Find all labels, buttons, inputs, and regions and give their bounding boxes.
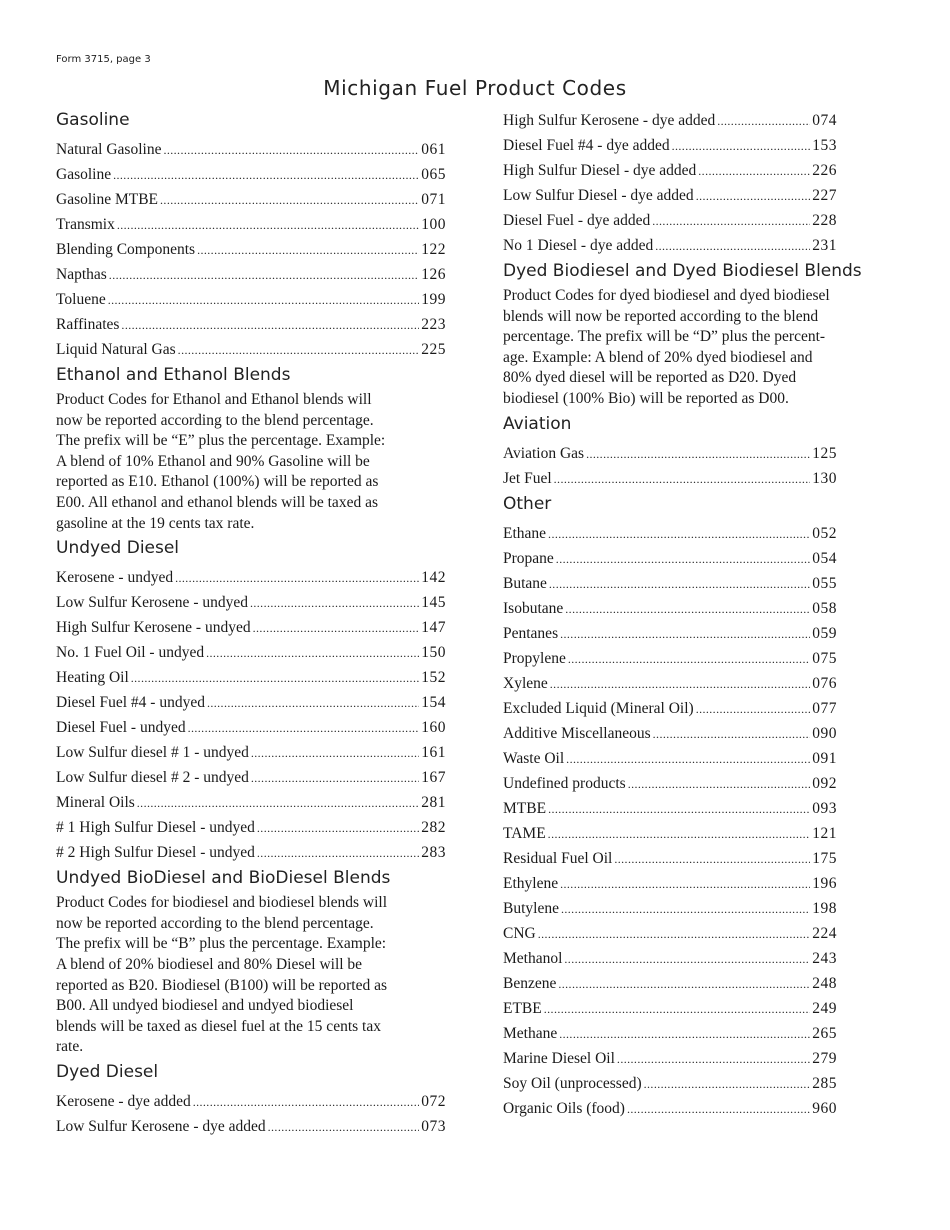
- product-code: 285: [812, 1074, 837, 1092]
- product-name: Butane: [503, 574, 547, 592]
- dyed-diesel-list-right: [503, 108, 837, 258]
- section-heading-dyed-diesel: Dyed Diesel: [56, 1061, 159, 1082]
- product-code-row: [503, 896, 837, 921]
- product-name: Blending Components: [56, 241, 196, 258]
- product-code-row: [503, 971, 837, 996]
- product-code-row: [56, 212, 446, 237]
- product-code-row: [56, 262, 446, 287]
- section-heading-gasoline: Gasoline: [56, 110, 130, 130]
- product-name: Kerosene - dye added: [56, 1092, 191, 1110]
- product-name: Natural Gasoline: [56, 141, 162, 158]
- product-code: 175: [812, 849, 837, 867]
- form-number: Form 3715, page 3: [56, 54, 151, 65]
- dot-leader: [178, 338, 420, 363]
- product-code: 059: [812, 624, 837, 642]
- dot-leader: [548, 522, 810, 547]
- paragraph-line: Product Codes for dyed biodiesel and dyed biodiesel: [503, 287, 830, 304]
- dot-leader: [193, 1090, 420, 1115]
- product-name: Napthas: [56, 266, 107, 283]
- paragraph-line: rate.: [56, 1038, 84, 1056]
- dot-leader: [627, 1097, 810, 1122]
- product-name: Propylene: [503, 649, 566, 667]
- dot-leader: [257, 841, 419, 866]
- product-name: Marine Diesel Oil: [503, 1049, 615, 1067]
- product-code-row: [56, 815, 446, 840]
- product-name: Residual Fuel Oil: [503, 849, 613, 867]
- product-code-row: [503, 546, 837, 571]
- product-code-row: [56, 162, 446, 187]
- product-code-row: [56, 690, 446, 715]
- product-name: Kerosene - undyed: [56, 569, 174, 587]
- product-code: 075: [812, 649, 837, 667]
- product-name: Diesel Fuel #4 - undyed: [56, 694, 205, 712]
- dot-leader: [108, 288, 420, 313]
- product-name: Propane: [503, 549, 554, 567]
- paragraph-line: now be reported according to the blend percentage.: [56, 914, 374, 932]
- product-name: CNG: [503, 924, 536, 942]
- product-name: Soy Oil (unprocessed): [503, 1074, 642, 1092]
- product-code: 145: [421, 594, 446, 612]
- product-code: 150: [421, 644, 446, 662]
- product-code: 052: [812, 524, 837, 542]
- product-code-row: [503, 921, 837, 946]
- product-code-row: [503, 721, 837, 746]
- product-code: 054: [812, 549, 837, 567]
- product-code: 153: [812, 137, 837, 154]
- product-code: 058: [812, 599, 837, 617]
- dot-leader: [672, 134, 811, 159]
- product-code: 071: [421, 191, 446, 208]
- product-code: 077: [812, 699, 837, 717]
- product-code-row: [503, 133, 837, 158]
- product-code: 092: [812, 774, 837, 792]
- product-code: 160: [421, 719, 446, 737]
- product-name: Methane: [503, 1024, 558, 1042]
- product-code-row: [503, 746, 837, 771]
- product-name: No. 1 Fuel Oil - undyed: [56, 644, 205, 662]
- paragraph-line: A blend of 20% biodiesel and 80% Diesel will be: [56, 955, 363, 973]
- paragraph-line: B00. All undyed biodiesel and undyed biodiesel: [56, 997, 354, 1015]
- dot-leader: [117, 213, 419, 238]
- dot-leader: [617, 1047, 810, 1072]
- dyed-biodiesel-description: [503, 286, 889, 410]
- dot-leader: [251, 766, 419, 791]
- product-name: TAME: [503, 824, 546, 842]
- dot-leader: [197, 238, 419, 263]
- product-code-row: [503, 871, 837, 896]
- product-code-row: [56, 1089, 446, 1114]
- product-code: 279: [812, 1049, 837, 1067]
- dot-leader: [558, 972, 810, 997]
- product-code: 265: [812, 1024, 837, 1042]
- product-code-row: [503, 946, 837, 971]
- dot-leader: [696, 184, 811, 209]
- dot-leader: [544, 997, 811, 1022]
- paragraph-line: A blend of 10% Ethanol and 90% Gasoline will be: [56, 452, 370, 470]
- product-code: 130: [812, 469, 837, 487]
- dot-leader: [188, 716, 420, 741]
- product-code: 225: [421, 341, 446, 358]
- product-code-row: [503, 821, 837, 846]
- dot-leader: [566, 747, 810, 772]
- product-code-row: [56, 840, 446, 865]
- dot-leader: [556, 547, 810, 572]
- dot-leader: [652, 209, 810, 234]
- dot-leader: [698, 159, 810, 184]
- product-code-row: [503, 771, 837, 796]
- paragraph-line: now be reported according to the blend percentage.: [56, 411, 374, 429]
- dot-leader: [564, 947, 810, 972]
- paragraph-line: reported as E10. Ethanol (100%) will be reported as: [56, 473, 379, 491]
- product-name: No 1 Diesel - dye added: [503, 237, 654, 254]
- product-name: Liquid Natural Gas: [56, 341, 176, 358]
- left-column: [56, 108, 446, 1139]
- product-name: Additive Miscellaneous: [503, 724, 651, 742]
- product-name: Gasoline MTBE: [56, 191, 159, 208]
- dot-leader: [696, 697, 811, 722]
- product-code: 249: [812, 999, 837, 1017]
- product-code-row: [56, 740, 446, 765]
- product-code: 126: [421, 266, 446, 283]
- product-code: 231: [812, 237, 837, 254]
- product-code-row: [56, 790, 446, 815]
- product-code-row: [503, 1096, 837, 1121]
- product-code-row: [503, 596, 837, 621]
- product-name: High Sulfur Kerosene - dye added: [503, 112, 716, 129]
- dot-leader: [206, 641, 419, 666]
- product-code-row: [503, 571, 837, 596]
- product-code: 055: [812, 574, 837, 592]
- dot-leader: [548, 822, 811, 847]
- dot-leader: [163, 138, 419, 163]
- undyed-biodiesel-description: [56, 893, 448, 1058]
- paragraph-line: The prefix will be “E” plus the percentage. Example:: [56, 432, 386, 450]
- product-name: Gasoline: [56, 166, 112, 183]
- dot-leader: [268, 1115, 420, 1140]
- product-code-row: [503, 441, 837, 466]
- dot-leader: [207, 691, 419, 716]
- product-name: Low Sulfur diesel # 2 - undyed: [56, 769, 249, 787]
- product-code-row: [503, 1046, 837, 1071]
- product-code-row: [503, 996, 837, 1021]
- dot-leader: [250, 591, 419, 616]
- product-name: Ethylene: [503, 874, 559, 892]
- paragraph-line: Product Codes for biodiesel and biodiesel blends will: [56, 894, 388, 912]
- product-code-row: [56, 1114, 446, 1139]
- dot-leader: [554, 467, 811, 492]
- paragraph-line: blends will be taxed as diesel fuel at the 15 cents tax: [56, 1017, 381, 1035]
- product-name: Low Sulfur Diesel - dye added: [503, 187, 694, 204]
- product-name: Organic Oils (food): [503, 1099, 625, 1117]
- product-code-row: [56, 615, 446, 640]
- section-heading-undyed-biodiesel: Undyed BioDiesel and BioDiesel Blends: [56, 868, 391, 889]
- product-name: Diesel Fuel #4 - dye added: [503, 137, 670, 154]
- product-name: Diesel Fuel - dye added: [503, 212, 651, 229]
- product-name: ETBE: [503, 999, 542, 1017]
- section-heading-dyed-biodiesel: Dyed Biodiesel and Dyed Biodiesel Blends: [503, 261, 862, 281]
- product-code-row: [503, 183, 837, 208]
- dot-leader: [565, 597, 810, 622]
- product-code-row: [56, 665, 446, 690]
- product-name: Butylene: [503, 899, 559, 917]
- product-name: # 2 High Sulfur Diesel - undyed: [56, 844, 255, 862]
- product-code: 076: [812, 674, 837, 692]
- product-code-row: [56, 640, 446, 665]
- product-code: 282: [421, 819, 446, 837]
- dot-leader: [251, 741, 419, 766]
- dot-leader: [113, 163, 419, 188]
- product-code-row: [503, 1021, 837, 1046]
- paragraph-line: 80% dyed diesel will be reported as D20. Dyed: [503, 369, 797, 387]
- dot-leader: [550, 672, 810, 697]
- product-name: Undefined products: [503, 774, 626, 792]
- dot-leader: [644, 1072, 811, 1097]
- product-code: 073: [421, 1117, 446, 1135]
- other-list: [503, 521, 837, 1121]
- paragraph-line: E00. All ethanol and ethanol blends will be taxed as: [56, 493, 378, 511]
- product-code-row: [56, 765, 446, 790]
- dot-leader: [568, 647, 810, 672]
- dot-leader: [559, 1022, 810, 1047]
- product-name: Waste Oil: [503, 749, 565, 767]
- product-code: 224: [812, 924, 837, 942]
- product-code: 100: [421, 216, 446, 233]
- product-code: 074: [812, 112, 837, 129]
- product-name: Heating Oil: [56, 669, 129, 687]
- dot-leader: [109, 263, 419, 288]
- product-name: Ethane: [503, 524, 547, 542]
- product-code-row: [503, 158, 837, 183]
- product-name: High Sulfur Kerosene - undyed: [56, 619, 251, 637]
- product-code: 198: [812, 899, 837, 917]
- ethanol-description: [56, 390, 448, 534]
- product-code: 061: [421, 141, 446, 158]
- dot-leader: [253, 616, 420, 641]
- dot-leader: [175, 566, 419, 591]
- product-name: Pentanes: [503, 624, 559, 642]
- paragraph-line: Product Codes for Ethanol and Ethanol blends will: [56, 391, 372, 408]
- dot-leader: [548, 797, 810, 822]
- product-code: 121: [812, 824, 837, 842]
- product-code-row: [503, 671, 837, 696]
- page-title: Michigan Fuel Product Codes: [323, 76, 627, 100]
- product-code-row: [56, 565, 446, 590]
- product-code: 142: [421, 569, 446, 587]
- product-name: Mineral Oils: [56, 794, 135, 812]
- product-code-row: [56, 287, 446, 312]
- gasoline-list: [56, 137, 446, 362]
- dot-leader: [586, 442, 810, 467]
- section-heading-ethanol: Ethanol and Ethanol Blends: [56, 365, 291, 385]
- product-code: 167: [421, 769, 446, 787]
- product-code-row: [56, 715, 446, 740]
- dot-leader: [628, 772, 811, 797]
- aviation-list: [503, 441, 837, 491]
- dyed-diesel-list-left: [56, 1089, 446, 1139]
- undyed-diesel-list: [56, 565, 446, 865]
- paragraph-line: blends will now be reported according to the blend: [503, 307, 819, 325]
- dot-leader: [131, 666, 420, 691]
- dot-leader: [160, 188, 419, 213]
- product-code: 248: [812, 974, 837, 992]
- product-code: 122: [421, 241, 446, 258]
- product-code: 125: [812, 444, 837, 462]
- product-name: Isobutane: [503, 599, 564, 617]
- section-heading-other: Other: [503, 493, 552, 514]
- product-code: 090: [812, 724, 837, 742]
- product-code-row: [503, 1071, 837, 1096]
- product-name: Jet Fuel: [503, 469, 552, 487]
- product-name: Transmix: [56, 216, 115, 233]
- paragraph-line: biodiesel (100% Bio) will be reported as D00.: [503, 389, 789, 407]
- product-code-row: [503, 108, 837, 133]
- product-code-row: [503, 796, 837, 821]
- product-code: 147: [421, 619, 446, 637]
- product-name: Excluded Liquid (Mineral Oil): [503, 699, 694, 717]
- product-name: Xylene: [503, 674, 548, 692]
- product-code-row: [503, 621, 837, 646]
- right-column: [503, 108, 887, 1121]
- product-code-row: [503, 521, 837, 546]
- dot-leader: [655, 234, 810, 259]
- dot-leader: [653, 722, 811, 747]
- product-name: High Sulfur Diesel - dye added: [503, 162, 697, 179]
- paragraph-line: age. Example: A blend of 20% dyed biodiesel and: [503, 348, 813, 366]
- product-code-row: [56, 337, 446, 362]
- dot-leader: [717, 109, 810, 134]
- product-code-row: [56, 187, 446, 212]
- dot-leader: [560, 872, 810, 897]
- product-code: 196: [812, 874, 837, 892]
- dot-leader: [137, 791, 419, 816]
- product-code: 223: [421, 316, 446, 333]
- product-code: 091: [812, 749, 837, 767]
- dot-leader: [560, 622, 810, 647]
- product-code: 161: [421, 744, 446, 762]
- product-code-row: [503, 846, 837, 871]
- product-code: 228: [812, 212, 837, 229]
- product-code: 243: [812, 949, 837, 967]
- dot-leader: [538, 922, 811, 947]
- product-code-row: [503, 466, 837, 491]
- product-code-row: [503, 646, 837, 671]
- paragraph-line: percentage. The prefix will be “D” plus the percent-: [503, 328, 826, 346]
- product-code-row: [56, 312, 446, 337]
- product-name: Methanol: [503, 949, 563, 967]
- product-name: MTBE: [503, 799, 547, 817]
- product-code: 093: [812, 799, 837, 817]
- paragraph-line: The prefix will be “B” plus the percentage. Example:: [56, 935, 387, 953]
- product-code-row: [56, 237, 446, 262]
- product-name: Low Sulfur Kerosene - undyed: [56, 594, 248, 612]
- paragraph-line: reported as B20. Biodiesel (B100) will be reported as: [56, 976, 388, 994]
- dot-leader: [257, 816, 419, 841]
- dot-leader: [561, 897, 810, 922]
- product-code: 072: [421, 1092, 446, 1110]
- product-name: Raffinates: [56, 316, 120, 333]
- product-name: # 1 High Sulfur Diesel - undyed: [56, 819, 255, 837]
- paragraph-line: gasoline at the 19 cents tax rate.: [56, 514, 255, 532]
- product-code-row: [503, 208, 837, 233]
- product-name: Aviation Gas: [503, 444, 585, 462]
- product-code: 199: [421, 291, 446, 308]
- product-name: Toluene: [56, 291, 106, 308]
- product-name: Diesel Fuel - undyed: [56, 719, 186, 737]
- product-code: 227: [812, 187, 837, 204]
- product-name: Low Sulfur diesel # 1 - undyed: [56, 744, 249, 762]
- product-code: 154: [421, 694, 446, 712]
- dot-leader: [614, 847, 810, 872]
- section-heading-aviation: Aviation: [503, 413, 572, 434]
- dot-leader: [549, 572, 810, 597]
- product-name: Benzene: [503, 974, 557, 992]
- dot-leader: [121, 313, 419, 338]
- product-code-row: [503, 233, 837, 258]
- product-code: 152: [421, 669, 446, 687]
- product-code: 065: [421, 166, 446, 183]
- section-heading-undyed-diesel: Undyed Diesel: [56, 538, 180, 559]
- product-code-row: [503, 696, 837, 721]
- product-code: 283: [421, 844, 446, 862]
- product-code: 281: [421, 794, 446, 812]
- product-name: Low Sulfur Kerosene - dye added: [56, 1117, 266, 1135]
- product-code: 226: [812, 162, 837, 179]
- product-code: 960: [812, 1099, 837, 1117]
- product-code-row: [56, 137, 446, 162]
- product-code-row: [56, 590, 446, 615]
